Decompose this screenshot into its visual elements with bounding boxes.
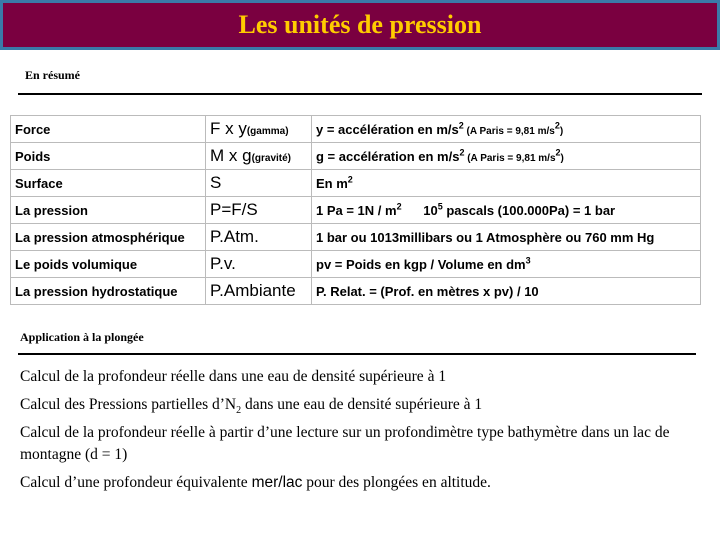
- unit-description: 1 $Pa = 1N / m^2$ $10^5$ pascals (100.000Pa) = 1 bar: [312, 197, 701, 224]
- unit-description: pv = Poids en kgp / Volume en $dm^3$: [312, 251, 701, 278]
- summary-label: En résumé: [25, 68, 80, 82]
- application-list: [20, 366, 710, 500]
- unit-formula: P.Atm.: [206, 224, 312, 251]
- table-row: [11, 116, 701, 143]
- table-row: [11, 278, 701, 305]
- table-row: [11, 143, 701, 170]
- unit-formula: P.v.: [206, 251, 312, 278]
- list-item: Calcul de la profondeur réelle à partir d’une lecture sur un profondimètre type bathymètre dans un lac de montagne (d = 1): [20, 424, 670, 463]
- unit-name: Le poids volumique: [11, 251, 206, 278]
- unit-formula: F x y(gamma): [206, 116, 312, 143]
- page-title: Les unités de pression: [238, 10, 482, 39]
- unit-description: y = accélération en $m/s^2$ (A Paris = 9,81 $m/s^2$): [312, 116, 701, 143]
- unit-formula: M x g(gravité): [206, 143, 312, 170]
- title-bar: [0, 0, 720, 50]
- list-item: Calcul d’une profondeur équivalente mer/lac pour des plongées en altitude.: [20, 474, 491, 491]
- unit-formula: P.Ambiante: [206, 278, 312, 305]
- unit-name: La pression hydrostatique: [11, 278, 206, 305]
- unit-name: Force: [11, 116, 206, 143]
- table-row: [11, 170, 701, 197]
- unit-name: La pression: [11, 197, 206, 224]
- unit-name: La pression atmosphérique: [11, 224, 206, 251]
- summary-rule: [18, 93, 702, 95]
- unit-description: 1 bar ou 1013millibars ou 1 Atmosphère ou 760 mm Hg: [312, 224, 701, 251]
- application-rule: [18, 353, 696, 355]
- application-label: Application à la plongée: [20, 330, 144, 344]
- unit-name: Surface: [11, 170, 206, 197]
- list-item: Calcul de la profondeur réelle dans une eau de densité supérieure à 1: [20, 368, 447, 385]
- unit-formula: P=F/S: [206, 197, 312, 224]
- unit-description: g = accélération en $m/s^2$ (A Paris = 9,81 $m/s^2$): [312, 143, 701, 170]
- table-row: [11, 224, 701, 251]
- list-item: Calcul des Pressions partielles $d’N_2$ dans une eau de densité supérieure à 1: [20, 396, 483, 417]
- unit-description: En $m^2$: [312, 170, 701, 197]
- unit-name: Poids: [11, 143, 206, 170]
- table-row: [11, 197, 701, 224]
- unit-formula: S: [206, 170, 312, 197]
- unit-description: P. Relat. = (Prof. en mètres x pv) / 10: [312, 278, 701, 305]
- table-row: [11, 251, 701, 278]
- units-table: [10, 115, 701, 305]
